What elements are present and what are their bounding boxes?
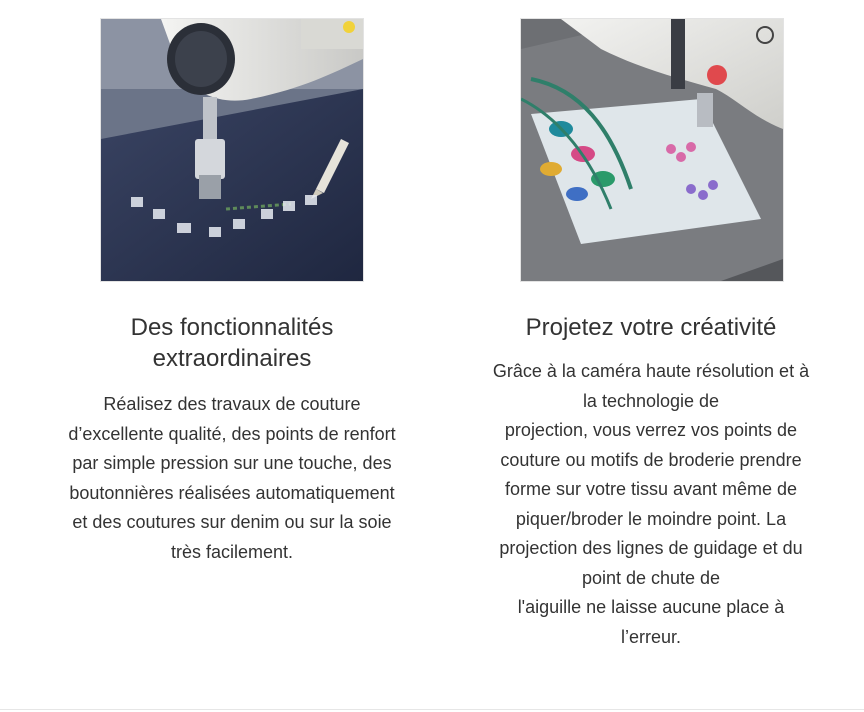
- description-line: l’erreur.: [620, 626, 682, 647]
- title-line: Projetez votre créativité: [525, 314, 777, 341]
- feature-title-projection: [462, 312, 840, 343]
- description-line: l'aiguille ne laisse aucune place à: [517, 597, 785, 617]
- feature-description-projection: [462, 357, 840, 652]
- description-line: d’excellente qualité, des points de renfort: [68, 423, 396, 444]
- title-line: Des fonctionnalités: [130, 314, 334, 341]
- description-line: boutonnières réalisées automatiquement: [69, 482, 395, 503]
- description-line: la technologie de: [582, 390, 720, 411]
- sewing-machine-photo: [100, 18, 364, 282]
- description-line: Grâce à la caméra haute résolution et à: [492, 361, 810, 381]
- description-line: piquer/broder le moindre point. La: [515, 508, 787, 529]
- section-divider: [0, 709, 864, 710]
- feature-description-functionality: [36, 390, 428, 567]
- description-line: très facilement.: [170, 541, 294, 562]
- description-line: point de chute de: [581, 567, 721, 588]
- description-line: Réalisez des travaux de couture: [103, 394, 361, 414]
- description-line: couture ou motifs de broderie prendre: [500, 449, 802, 470]
- title-line: extraordinaires: [152, 345, 312, 372]
- description-line: projection, vous verrez vos points de: [504, 420, 798, 440]
- description-line: par simple pression sur une touche, des: [72, 453, 392, 473]
- embroidery-projection-photo: [520, 18, 784, 282]
- description-line: forme sur votre tissu avant même de: [504, 479, 798, 499]
- description-line: projection des lignes de guidage et du: [499, 538, 803, 558]
- description-line: et des coutures sur denim ou sur la soie: [72, 512, 392, 532]
- feature-title-functionality: [36, 312, 428, 374]
